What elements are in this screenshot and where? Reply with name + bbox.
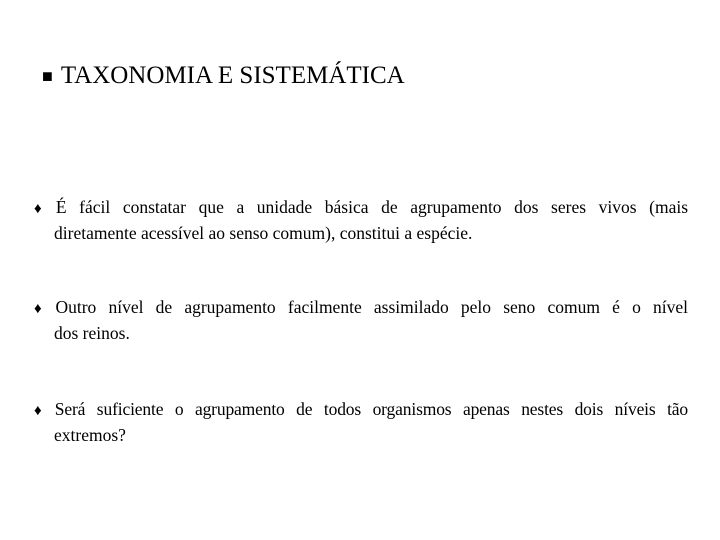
bullet-line-3 [34, 397, 688, 423]
slide-title-text: TAXONOMIA E SISTEMÁTICA [60, 62, 405, 89]
bullet-text-2: Outro nível de agrupamento facilmente assimilado pelo seno comum é o nível [55, 297, 688, 317]
bullet-continuation-2: dos reinos. [54, 323, 130, 343]
bullet-line-1 [34, 195, 688, 221]
bullet-text-3: Será suficiente o agrupamento de todos organismos apenas nestes dois níveis tão [54, 399, 688, 419]
bullet-item-3 [34, 397, 688, 447]
bullet-continuation-1: diretamente acessível ao senso comum), constitui a espécie. [54, 223, 473, 243]
slide-title [42, 60, 405, 93]
square-bullet-icon: ■ [42, 66, 53, 86]
bullet-line-2 [34, 295, 688, 321]
bullet-text-1: É fácil constatar que a unidade básica de agrupamento dos seres vivos (mais [55, 197, 689, 217]
diamond-bullet-icon: ♦ [34, 301, 50, 317]
diamond-bullet-icon: ♦ [34, 201, 50, 217]
bullet-item-2 [34, 295, 688, 345]
bullet-item-1 [34, 195, 688, 245]
bullet-continuation-3: extremos? [54, 425, 126, 445]
diamond-bullet-icon: ♦ [34, 403, 49, 419]
